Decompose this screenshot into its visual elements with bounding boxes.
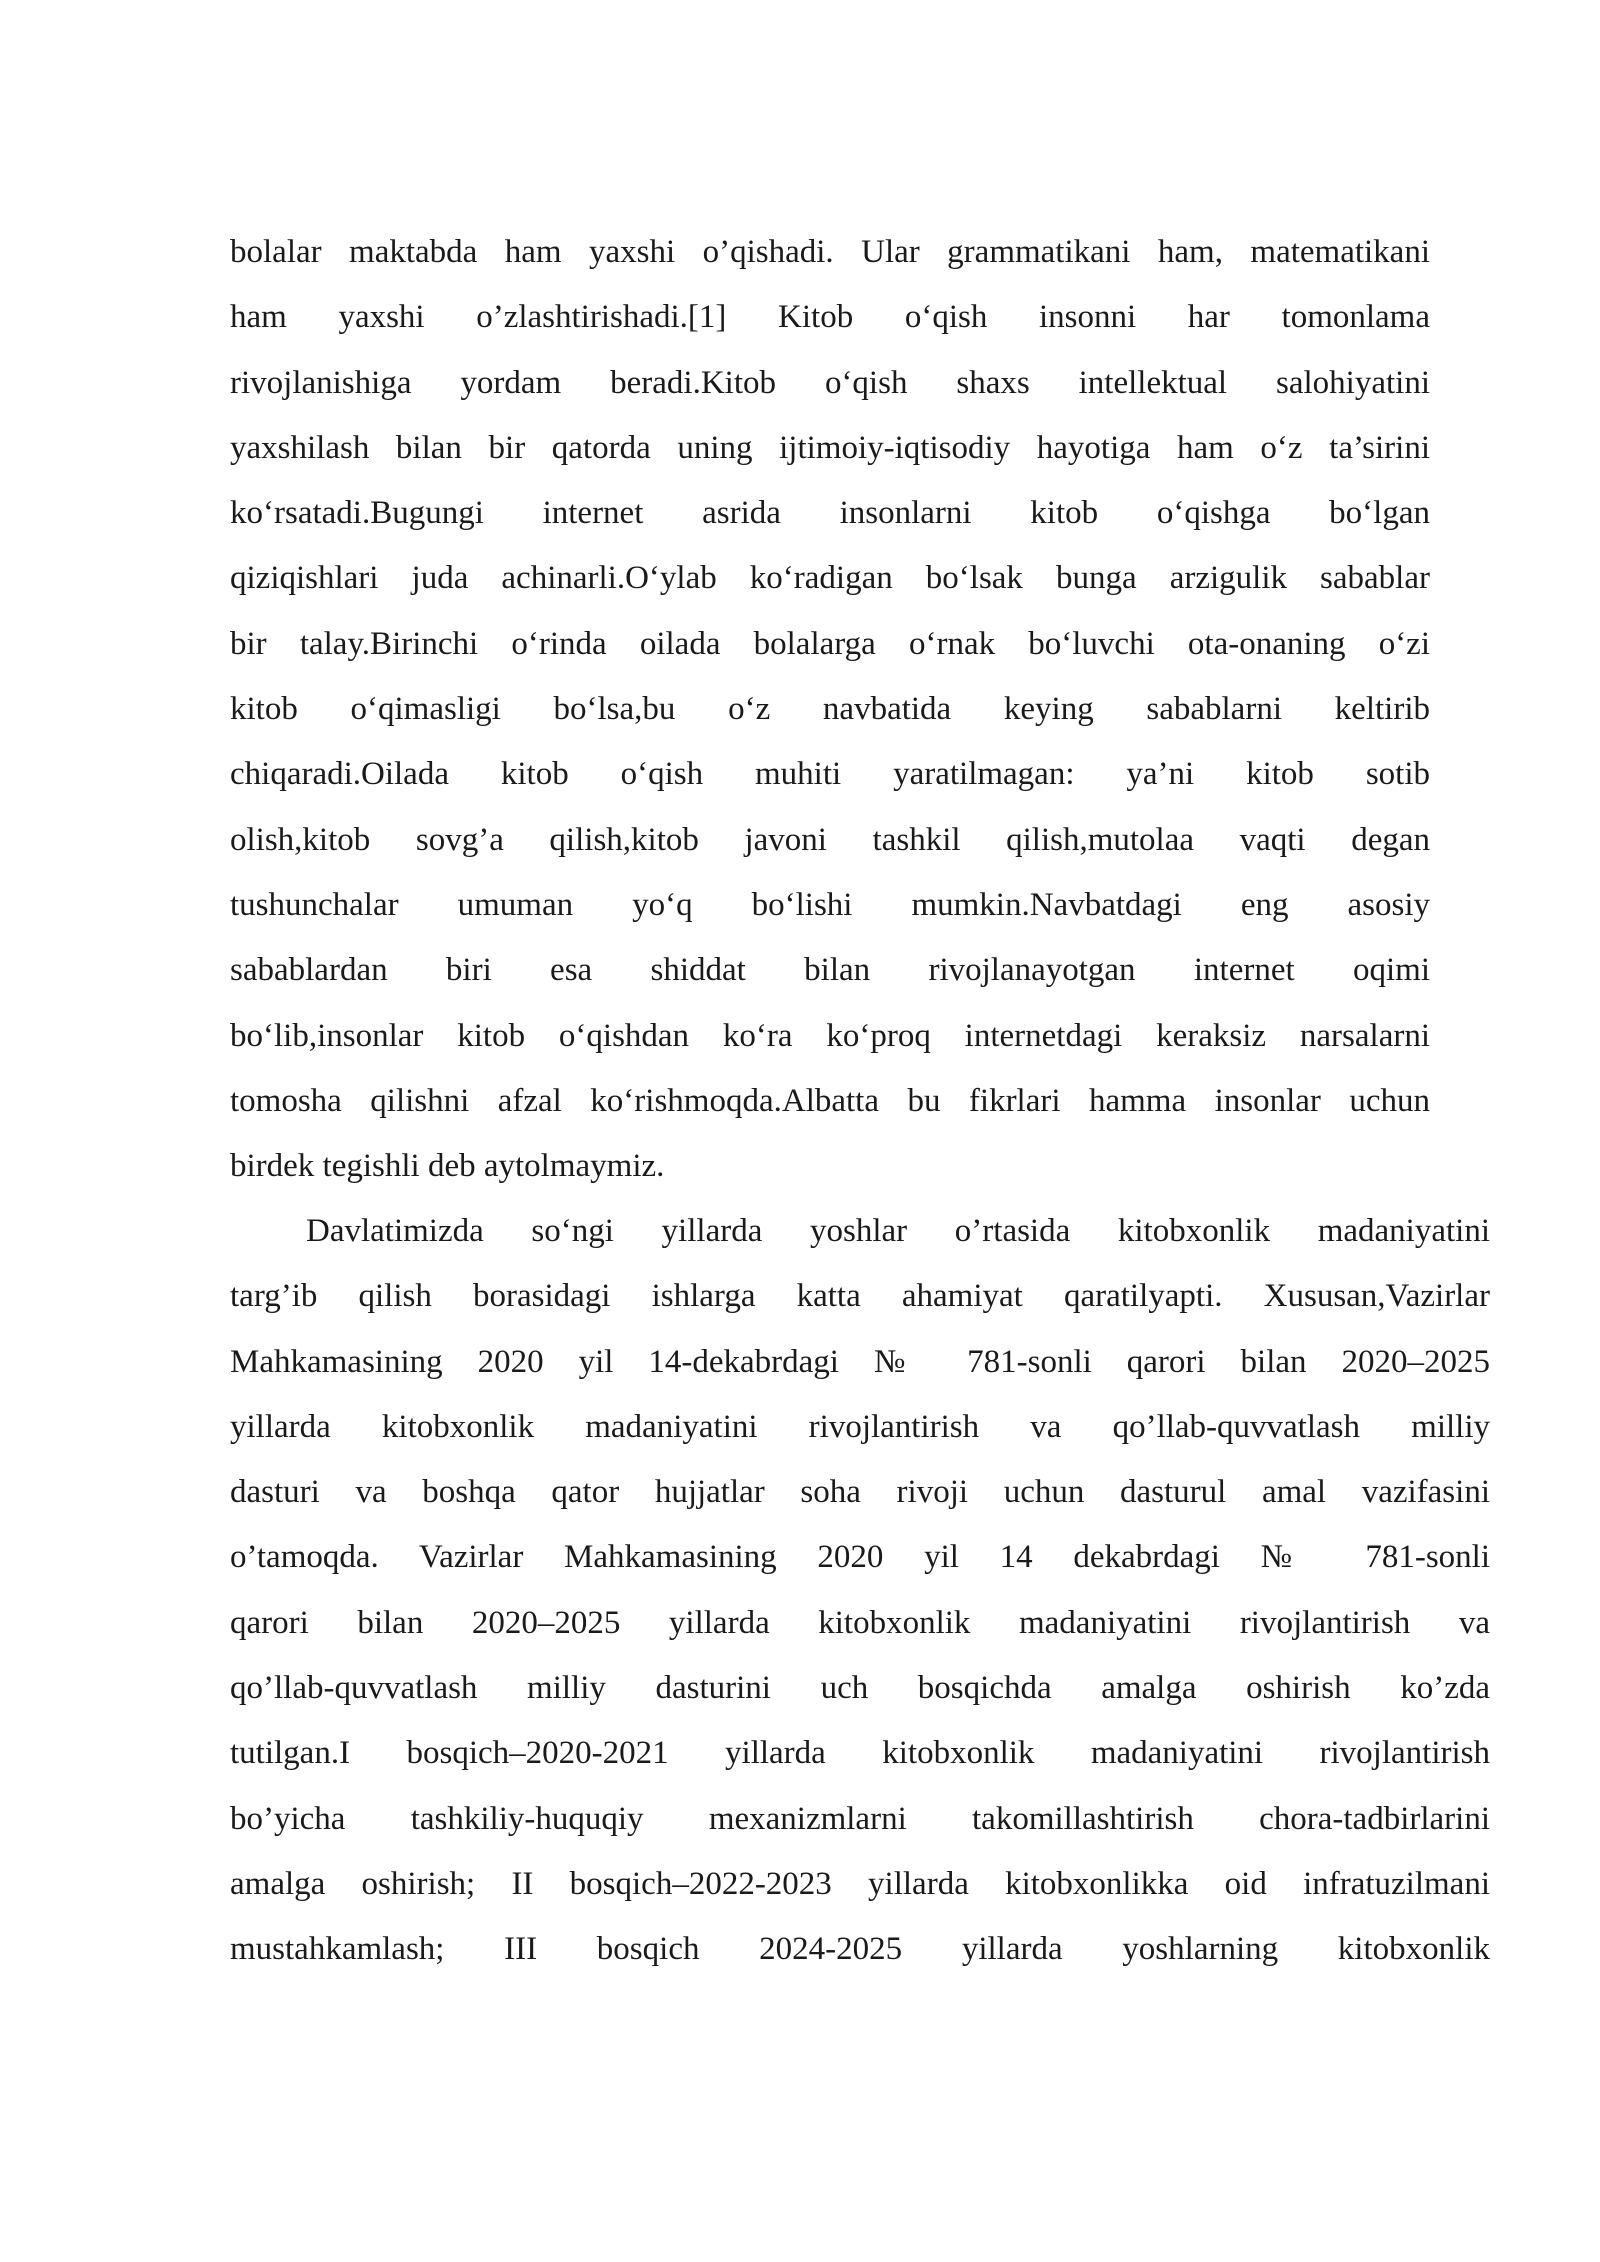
text-line: qiziqishlari juda achinarli.O‘ylab ko‘radigan bo‘lsak bunga arzigulik sabablar [230, 560, 1430, 597]
text-line: birdek tegishli deb aytolmaymiz. [230, 1148, 665, 1185]
text-line: rivojlanishiga yordam beradi.Kitob o‘qish shaxs intellektual salohiyatini [230, 364, 1430, 401]
text-line: olish,kitob sovg’a qilish,kitob javoni tashkil qilish,mutolaa vaqti degan [230, 821, 1430, 858]
text-line: bo’yicha tashkiliy-huquqiy mexanizmlarni takomillashtirish chora-tadbirlarini [230, 1800, 1490, 1837]
text-line: dasturi va boshqa qator hujjatlar soha rivoji uchun dasturul amal vazifasini [230, 1474, 1490, 1511]
text-line: qarori bilan 2020–2025 yillarda kitobxonlik madaniyatini rivojlantirish va [230, 1604, 1490, 1641]
text-line: tomosha qilishni afzal ko‘rishmoqda.Albatta bu fikrlari hamma insonlar uchun [230, 1082, 1430, 1119]
paragraph-1 [230, 220, 1430, 1199]
text-line: o’tamoqda. Vazirlar Mahkamasining 2020 yil 14 dekabrdagi № 781-sonli [230, 1539, 1490, 1576]
text-line: targ’ib qilish borasidagi ishlarga katta ahamiyat qaratilyapti. Xususan,Vazirlar [230, 1278, 1490, 1315]
paragraph-2 [230, 1199, 1490, 1983]
text-line: Mahkamasining 2020 yil 14-dekabrdagi № 781-sonli qarori bilan 2020–2025 [230, 1343, 1490, 1380]
text-line: yaxshilash bilan bir qatorda uning ijtimoiy-iqtisodiy hayotiga ham o‘z ta’sirini [230, 429, 1430, 466]
text-line: Davlatimizda so‘ngi yillarda yoshlar o’rtasida kitobxonlik madaniyatini [306, 1213, 1490, 1249]
text-line: bo‘lib,insonlar kitob o‘qishdan ko‘ra ko‘proq internetdagi keraksiz narsalarni [230, 1017, 1430, 1054]
text-line: yillarda kitobxonlik madaniyatini rivojlantirish va qo’llab-quvvatlash milliy [230, 1408, 1490, 1445]
text-line: mustahkamlash; III bosqich 2024-2025 yillarda yoshlarning kitobxonlik [230, 1931, 1490, 1968]
text-line: sabablardan biri esa shiddat bilan rivojlanayotgan internet oqimi [230, 952, 1430, 989]
text-line: ko‘rsatadi.Bugungi internet asrida insonlarni kitob o‘qishga bo‘lgan [230, 495, 1430, 532]
text-line: bolalar maktabda ham yaxshi o’qishadi. Ular grammatikani ham, matematikani [230, 234, 1430, 270]
text-line: amalga oshirish; II bosqich–2022-2023 yillarda kitobxonlikka oid infratuzilmani [230, 1865, 1490, 1902]
text-line: tutilgan.I bosqich–2020-2021 yillarda kitobxonlik madaniyatini rivojlantirish [230, 1735, 1490, 1772]
text-line: chiqaradi.Oilada kitob o‘qish muhiti yaratilmagan: ya’ni kitob sotib [230, 756, 1430, 793]
text-line: ham yaxshi o’zlashtirishadi.[1] Kitob o‘qish insonni har tomonlama [230, 299, 1430, 336]
text-line: bir talay.Birinchi o‘rinda oilada bolalarga o‘rnak bo‘luvchi ota-onaning o‘zi [230, 625, 1430, 662]
text-line: kitob o‘qimasligi bo‘lsa,bu o‘z navbatida keying sabablarni keltirib [230, 691, 1430, 728]
text-line: qo’llab-quvvatlash milliy dasturini uch bosqichda amalga oshirish ko’zda [230, 1670, 1490, 1707]
text-line: tushunchalar umuman yo‘q bo‘lishi mumkin.Navbatdagi eng asosiy [230, 886, 1430, 923]
